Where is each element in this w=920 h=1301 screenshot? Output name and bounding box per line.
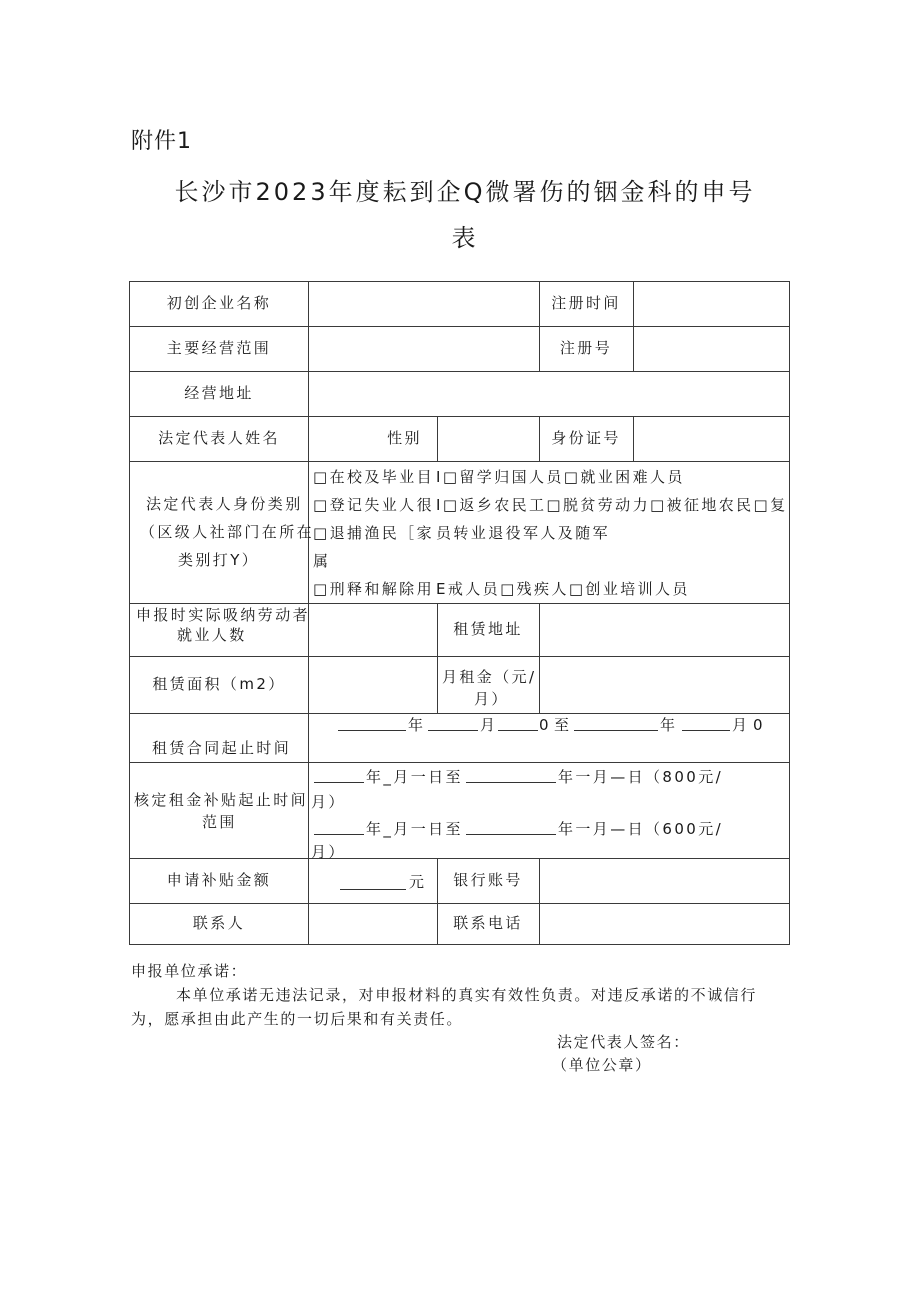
blank-line — [574, 715, 658, 731]
monthly-rent-label-line1: 月租金（元/ — [442, 668, 537, 686]
identity-option-students[interactable]: □在校及毕业目 — [313, 468, 434, 486]
bank-account-field[interactable] — [540, 859, 789, 903]
document-title: 长沙市2023年度耘到企Q微署伤的铟金科的申号 — [174, 178, 756, 206]
identity-option-disabled-training[interactable]: E戒人员□残疾人□创业培训人员 — [436, 580, 690, 598]
gender-label: 性别 — [387, 428, 422, 447]
registration-time-label: 注册时间 — [551, 293, 621, 312]
subsidy-unit-600: 月） — [311, 843, 346, 861]
subsidy-unit-800: 月） — [311, 793, 346, 811]
business-scope-field[interactable] — [309, 327, 539, 371]
end-month-unit: 月 — [732, 716, 750, 734]
rental-address-field[interactable] — [540, 604, 789, 656]
monthly-rent-field[interactable] — [540, 657, 789, 713]
table-border — [789, 281, 790, 945]
table-row-line — [129, 713, 790, 714]
identity-option-family-suffix: 属 — [313, 552, 331, 570]
table-row-line — [129, 762, 790, 763]
id-no-label: 身份证号 — [551, 428, 621, 447]
contact-person-label: 联系人 — [192, 913, 246, 932]
rental-address-label: 租赁地址 — [453, 619, 523, 638]
identity-label-line2: （区级人社部门在所在 — [140, 523, 315, 541]
gender-field[interactable] — [438, 417, 539, 461]
day-value: 0 — [539, 716, 551, 734]
identity-option-released[interactable]: □刑释和解除用 — [313, 580, 434, 598]
employees-label-line1: 申报时实际吸纳劳动者 — [136, 606, 311, 624]
business-scope-label: 主要经营范围 — [166, 338, 272, 357]
blank-line — [466, 767, 556, 783]
subsidy-period-label-line1: 核定租金补贴起止时间 — [134, 791, 309, 809]
to-separator: 至 — [554, 716, 572, 734]
end-year-unit: 年 — [660, 716, 678, 734]
employees-field[interactable] — [309, 604, 437, 656]
subsidy-amount-label: 申请补贴金额 — [166, 870, 272, 889]
blank-line — [682, 715, 730, 731]
blank-line — [428, 715, 478, 731]
contact-person-field[interactable] — [309, 904, 437, 944]
subsidy-start-800: 年_月一日至 — [366, 768, 463, 786]
commitment-label: 申报单位承诺： — [131, 962, 248, 980]
company-name-label: 初创企业名称 — [166, 293, 272, 312]
subsidy-start-600: 年_月一日至 — [366, 820, 463, 838]
bank-account-label: 银行账号 — [453, 870, 523, 889]
blank-line — [314, 819, 364, 835]
registration-no-field[interactable] — [634, 327, 789, 371]
business-address-label: 经营地址 — [184, 383, 254, 402]
registration-time-field[interactable] — [634, 282, 789, 326]
legal-rep-name-label: 法定代表人姓名 — [158, 428, 280, 447]
subsidy-end-800: 年一月—日（800元/ — [558, 768, 724, 786]
registration-no-label: 注册号 — [559, 338, 613, 357]
commitment-text-line2: 为，愿承担由此产生的一切后果和有关责任。 — [131, 1010, 464, 1028]
blank-line — [340, 874, 406, 890]
identity-label-line1: 法定代表人身份类别 — [146, 495, 303, 513]
legal-rep-signature-label[interactable]: 法定代表人签名： — [557, 1033, 690, 1051]
attachment-label: 附件1 — [131, 129, 192, 154]
year-unit: 年 — [408, 716, 426, 734]
identity-option-unemployed[interactable]: □登记失业人很 — [313, 496, 434, 514]
company-name-field[interactable] — [309, 282, 539, 326]
identity-option-migrant-workers[interactable]: I□返乡农民工□脱贫劳动力□被征地农民□复 — [436, 496, 788, 514]
rental-area-label: 租赁面积（m2） — [152, 674, 286, 693]
subsidy-end-600: 年一月—日（600元/ — [558, 820, 724, 838]
amount-unit: 元 — [409, 873, 427, 891]
commitment-text-line1: 本单位承诺无违法记录，对申报材料的真实有效性负责。对违反承诺的不诚信行 — [176, 986, 758, 1004]
document-title-line2: 表 — [451, 224, 479, 252]
identity-label-line3: 类别打Y） — [178, 551, 260, 569]
id-no-field[interactable] — [634, 417, 789, 461]
blank-line — [338, 715, 406, 731]
blank-line — [314, 767, 364, 783]
subsidy-period-label-line2: 范围 — [202, 813, 237, 831]
identity-option-returnees[interactable]: I□留学归国人员□就业困难人员 — [436, 468, 685, 486]
blank-line — [498, 715, 538, 731]
identity-option-fishermen[interactable]: □退捕渔民［家 — [313, 524, 434, 542]
rental-area-field[interactable] — [309, 657, 437, 713]
contract-period-label: 租赁合同起止时间 — [152, 739, 292, 757]
business-address-field[interactable] — [309, 372, 789, 416]
contact-phone-field[interactable] — [540, 904, 789, 944]
employees-label-line2: 就业人数 — [177, 626, 247, 644]
company-seal-label: （单位公章） — [552, 1056, 652, 1074]
end-day-value: 0 — [753, 716, 765, 734]
contact-phone-label: 联系电话 — [453, 913, 523, 932]
table-border — [129, 944, 790, 945]
identity-option-veterans[interactable]: 员转业退役军人及随军 — [436, 524, 611, 542]
table-row-line — [129, 461, 790, 462]
blank-line — [466, 819, 556, 835]
monthly-rent-label-line2: 月） — [474, 690, 509, 708]
month-unit: 月 — [480, 716, 498, 734]
